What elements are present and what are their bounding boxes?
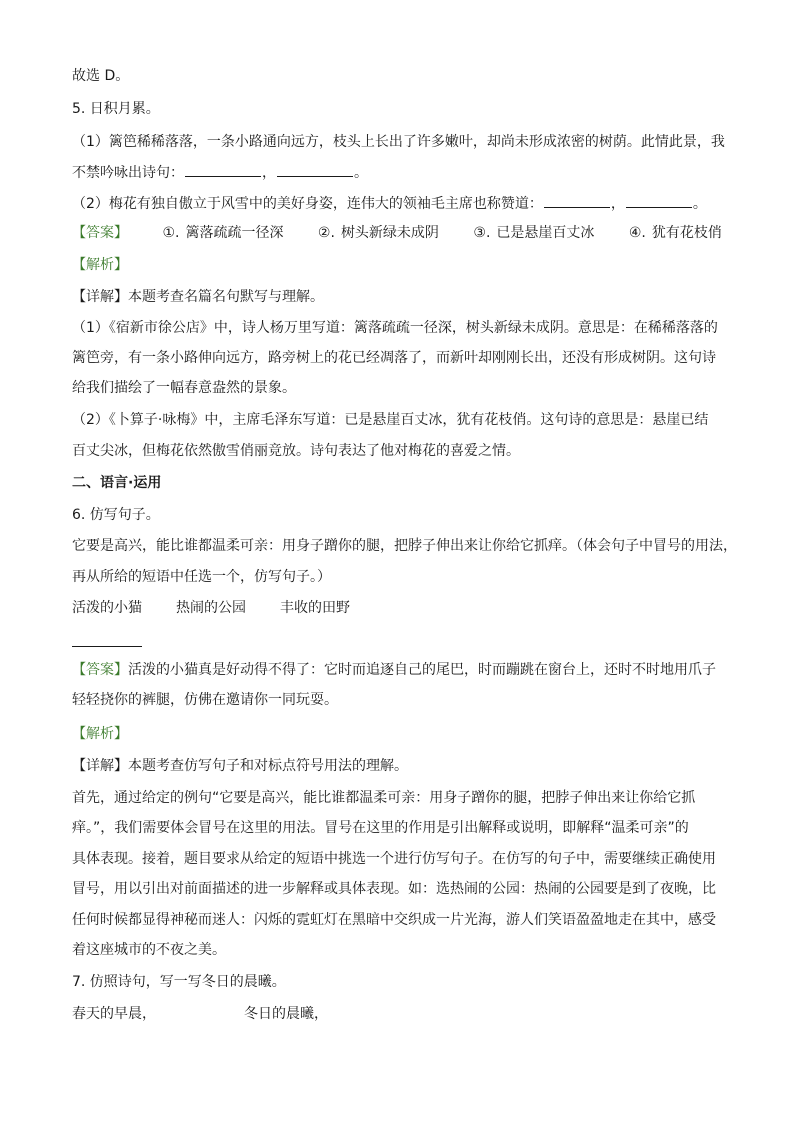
text-line: 轻轻挠你的裤腿，仿佛在邀请你一同玩耍。 [72,692,338,708]
text-line: 冒号，用以引出对前面描述的进一步解释或具体表现。如：选热闹的公园：热闹的公园要是到了夜晚，比 [72,881,716,897]
answer-number: ①. [162,225,180,241]
text-span: 。 [692,196,707,212]
answer-number: ③. [473,225,491,241]
text-line: 痒。”，我们需要体会冒号在这里的用法。冒号在这里的作用是引出解释或说明，即解释“温柔可亲”的 [72,820,689,836]
answer-item [473,223,594,243]
poem-line: 春天的早晨， [72,1006,156,1022]
phrase-option: 丰收的田野 [280,600,350,616]
text-line: 具体表现。接着，题目要求从给定的短语中挑选一个进行仿写句子。在仿写的句子中，需要继续正确使用 [72,851,716,867]
answer-text: 犹有花枝俏 [651,225,722,241]
answer-text: 活泼的小猫真是好动得不得了：它时而追逐自己的尾巴，时而蹦跳在窗台上，还时不时地用爪子 [128,662,716,678]
text-span: 。 [354,165,368,181]
answer-text: 树头新绿未成阴 [340,225,439,241]
text-line: 百丈尖冰，但梅花依然傲雪俏丽竞放。诗句表达了他对梅花的喜爱之情。 [72,443,520,459]
detail-line: 【详解】本题考查仿写句子和对标点符号用法的理解。 [72,758,408,774]
text-line: （1）篱笆稀稀落落，一条小路通向远方，枝头上长出了许多嫩叶，却尚未形成浓密的树荫。此情此景，我 [72,134,725,150]
phrase-option: 活泼的小猫 [72,600,142,616]
fill-blank [544,193,610,208]
text-line: （2）《卜算子·咏梅》中，主席毛泽东写道：已是悬崖百丈冰，犹有花枝俏。这句诗的意思是：悬崖已结 [72,412,709,428]
answer-text: 已是悬崖百丈冰 [496,225,595,241]
answer-item [629,223,722,243]
answer-text: 篱落疏疏一径深 [185,225,284,241]
answer-label: 【答案】 [72,662,128,678]
poem-lines [72,1004,328,1024]
text-line: 篱笆旁，有一条小路伸向远方，路旁树上的花已经凋落了，而新叶却刚刚长出，还没有形成树阴。这句诗 [72,350,716,366]
text-span: ， [262,165,276,181]
text-line: 故选 D。 [72,68,130,84]
phrase-option: 热闹的公园 [176,600,246,616]
detail-line: 【详解】本题考查名篇名句默写与理解。 [72,289,324,305]
text-line: 给我们描绘了一幅春意盎然的景象。 [72,380,296,396]
text-line: 再从所给的短语中任选一个，仿写句子。） [72,569,331,585]
text-line: 着这座城市的不夜之美。 [72,942,226,958]
text-span: （2）梅花有独自傲立于风雪中的美好身姿，连伟大的领袖毛主席也称赞道： [72,196,543,212]
text-line: 任何时候都显得神秘而迷人：闪烁的霓虹灯在黑暗中交织成一片光海，游人们笑语盈盈地走在其中，感受 [72,912,716,928]
fill-blank [185,162,261,177]
text-line: 它要是高兴，能比谁都温柔可亲：用身子蹭你的腿，把脖子伸出来让你给它抓痒。（体会句子中冒号的用法， [72,538,737,554]
analysis-label: 【解析】 [72,257,128,273]
answer-number: ④. [628,225,646,241]
section-heading: 二、语言·运用 [72,475,162,491]
answer-item [318,223,439,243]
fill-blank [277,162,353,177]
phrase-options [72,598,350,618]
text-line: （1）《宿新市徐公店》中，诗人杨万里写道：篱落疏疏一径深，树头新绿未成阴。意思是：在稀稀落落的 [72,320,718,336]
analysis-label: 【解析】 [72,726,128,742]
fill-blank [72,646,142,647]
fill-blank [626,193,692,208]
answer-label: 【答案】 [72,225,128,241]
text-span: 不禁吟咏出诗句： [72,165,184,181]
answer-number: ②. [317,225,335,241]
poem-line: 冬日的晨曦， [244,1006,328,1022]
question-5-2-blanks [72,193,707,214]
text-line: 首先，通过给定的例句“它要是高兴，能比谁都温柔可亲：用身子蹭你的腿，把脖子伸出来让你给它抓 [72,790,696,806]
answer-line-6 [72,660,716,680]
question-6-title: 6. 仿写句子。 [72,507,160,523]
question-7-title: 7. 仿照诗句，写一写冬日的晨曦。 [72,974,286,990]
question-5-title: 5. 日积月累。 [72,101,160,117]
answer-item [162,223,283,243]
text-span: ， [610,196,625,212]
answer-line-5 [72,223,722,243]
question-5-1-blanks [72,162,368,183]
